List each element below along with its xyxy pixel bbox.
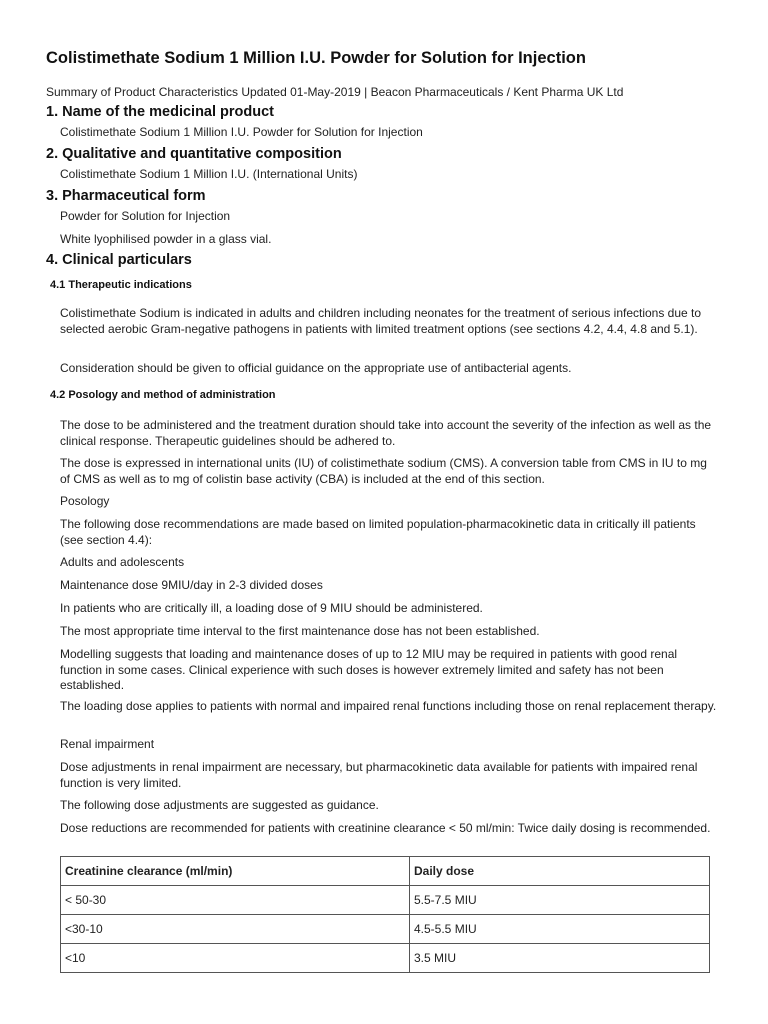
table-cell: 5.5-7.5 MIU bbox=[410, 886, 710, 915]
section-4-2-subheading-renal: Renal impairment bbox=[60, 737, 155, 751]
table-cell: 4.5-5.5 MIU bbox=[410, 915, 710, 944]
section-4-1-paragraph: Consideration should be given to official guidance on the appropriate use of antibacterial agents. bbox=[60, 361, 572, 375]
table-cell: < 50-30 bbox=[61, 886, 410, 915]
dose-adjustment-table bbox=[60, 856, 710, 973]
section-3-text-1: Powder for Solution for Injection bbox=[60, 209, 231, 223]
table-row bbox=[61, 886, 710, 915]
document-title: Colistimethate Sodium 1 Million I.U. Powder for Solution for Injection bbox=[46, 49, 586, 67]
document-meta: Summary of Product Characteristics Updated 01-May-2019 | Beacon Pharmaceuticals / Kent Pharma UK Ltd bbox=[46, 85, 624, 99]
section-4-2-paragraph: In patients who are critically ill, a loading dose of 9 MIU should be administered. bbox=[60, 601, 483, 615]
section-1-heading: 1. Name of the medicinal product bbox=[46, 104, 275, 120]
table-cell: <10 bbox=[61, 944, 410, 973]
section-4-heading: 4. Clinical particulars bbox=[46, 252, 192, 268]
table-cell: <30-10 bbox=[61, 915, 410, 944]
section-4-2-paragraph: Maintenance dose 9MIU/day in 2-3 divided doses bbox=[60, 578, 323, 592]
table-header-cell: Daily dose bbox=[410, 857, 710, 886]
table-header-cell: Creatinine clearance (ml/min) bbox=[61, 857, 410, 886]
section-4-2-paragraph: The following dose recommendations are made based on limited population-pharmacokinetic data in critically ill patients (see section 4.4): bbox=[60, 517, 696, 547]
section-3-heading: 3. Pharmaceutical form bbox=[46, 188, 206, 204]
section-4-1-paragraph: Colistimethate Sodium is indicated in adults and children including neonates for the treatment of serious infections due to selected aerobic Gram-negative pathogens in patients with limited treatment options (see sections 4.2, 4.4, 4.8 and 5.1). bbox=[60, 306, 702, 336]
section-1-text: Colistimethate Sodium 1 Million I.U. Powder for Solution for Injection bbox=[60, 125, 423, 139]
section-4-2-paragraph: Modelling suggests that loading and maintenance doses of up to 12 MIU may be required in patients with good renal function in some cases. Clinical experience with such doses is however extremely limited and safety has not been established. bbox=[60, 647, 678, 692]
section-4-2-paragraph: The dose to be administered and the treatment duration should take into account the severity of the infection as well as the clinical response. Therapeutic guidelines should be adhered to. bbox=[60, 418, 712, 448]
section-4-2-paragraph: The loading dose applies to patients with normal and impaired renal functions including those on renal replacement therapy. bbox=[60, 699, 717, 713]
section-4-2-subheading-posology: Posology bbox=[60, 494, 110, 508]
section-2-text: Colistimethate Sodium 1 Million I.U. (International Units) bbox=[60, 167, 358, 181]
section-4-2-paragraph: The most appropriate time interval to the first maintenance dose has not been established. bbox=[60, 624, 540, 638]
table-row bbox=[61, 944, 710, 973]
section-4-2-paragraph: Dose adjustments in renal impairment are necessary, but pharmacokinetic data available for patients with impaired renal function is very limited. bbox=[60, 760, 698, 790]
section-4-2-paragraph: Dose reductions are recommended for patients with creatinine clearance < 50 ml/min: Twice daily dosing is recommended. bbox=[60, 821, 711, 835]
table-cell: 3.5 MIU bbox=[410, 944, 710, 973]
section-2-heading: 2. Qualitative and quantitative composition bbox=[46, 146, 342, 162]
section-4-1-heading: 4.1 Therapeutic indications bbox=[50, 279, 192, 291]
section-4-2-heading: 4.2 Posology and method of administration bbox=[50, 389, 276, 401]
table-row bbox=[61, 915, 710, 944]
table-header-row bbox=[61, 857, 710, 886]
section-4-2-paragraph: The following dose adjustments are suggested as guidance. bbox=[60, 798, 379, 812]
section-4-2-paragraph: The dose is expressed in international units (IU) of colistimethate sodium (CMS). A conversion table from CMS in IU to mg of CMS as well as to mg of colistin base activity (CBA) is included at the end of this section. bbox=[60, 456, 707, 486]
section-4-2-subheading-adults: Adults and adolescents bbox=[60, 555, 185, 569]
section-3-text-2: White lyophilised powder in a glass vial. bbox=[60, 232, 272, 246]
